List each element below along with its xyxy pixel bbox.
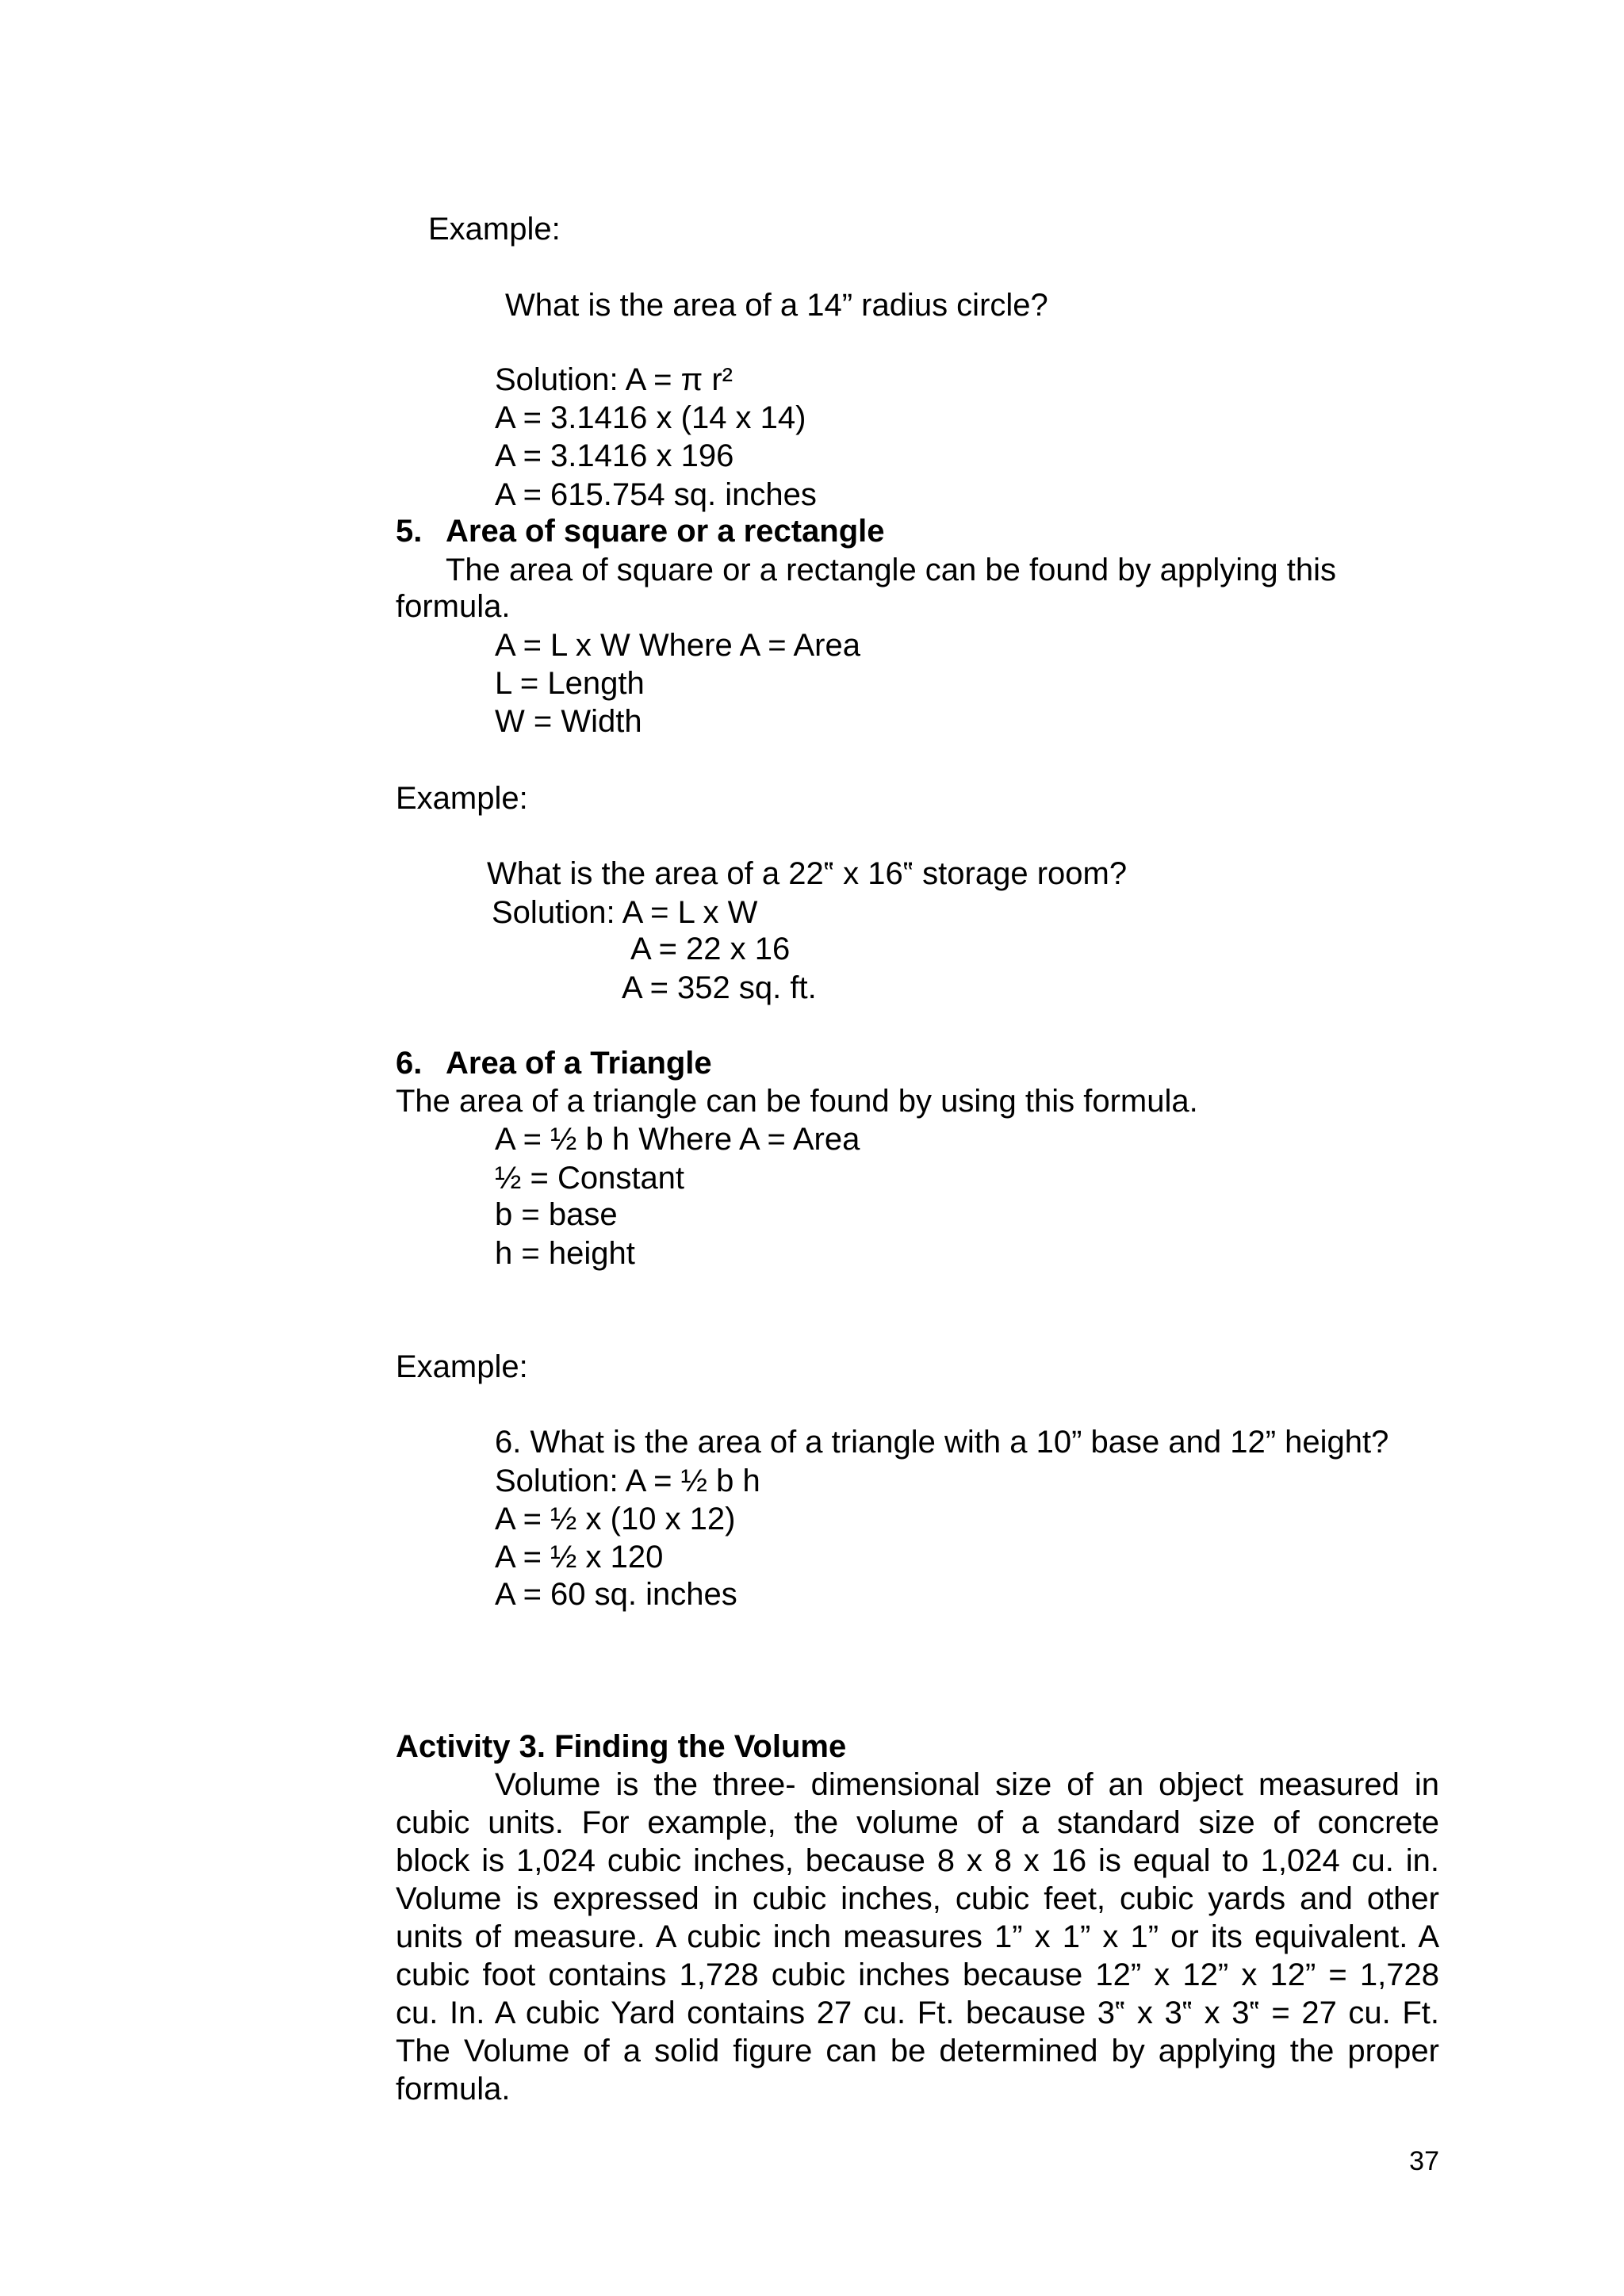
paragraph-line: block is 1,024 cubic inches, because 8 x 8 x 16 is equal to 1,024 cu. in. <box>396 1843 1439 1878</box>
section-number: 6. <box>396 1046 423 1081</box>
example-label: Example: <box>428 212 561 247</box>
example-label: Example: <box>396 781 528 816</box>
solution-line: A = ½ x (10 x 12) <box>495 1502 736 1536</box>
formula-line: b = base <box>495 1197 618 1232</box>
paragraph-line: The Volume of a solid figure can be determined by applying the proper <box>396 2034 1439 2068</box>
solution-line: Solution: A = π r² <box>495 362 733 397</box>
solution-line: A = 60 sq. inches <box>495 1577 737 1612</box>
section-heading: Area of a Triangle <box>446 1046 712 1081</box>
solution-line: A = 22 x 16 <box>630 932 791 966</box>
example-question: What is the area of a 14” radius circle? <box>505 288 1048 323</box>
section-intro-line: The area of square or a rectangle can be found by applying this <box>446 553 1336 587</box>
example-question: What is the area of a 22‟ x 16‟ storage room? <box>487 856 1128 891</box>
solution-line: Solution: A = L x W <box>492 895 758 930</box>
paragraph-line: Volume is the three- dimensional size of an object measured in <box>495 1767 1439 1802</box>
activity-heading: Activity 3. Finding the Volume <box>396 1729 847 1764</box>
section-intro-line: The area of a triangle can be found by using this formula. <box>396 1084 1198 1119</box>
formula-line: W = Width <box>495 704 642 739</box>
paragraph-line: cu. In. A cubic Yard contains 27 cu. Ft. because 3‟ x 3‟ x 3‟ = 27 cu. Ft. <box>396 1996 1439 2030</box>
example-label: Example: <box>396 1349 528 1384</box>
solution-line: A = 352 sq. ft. <box>622 970 817 1005</box>
section-intro-line: formula. <box>396 589 511 624</box>
section-heading: Area of square or a rectangle <box>446 514 885 549</box>
solution-line: A = ½ x 120 <box>495 1540 664 1575</box>
page-number: 37 <box>1409 2146 1439 2176</box>
formula-line: L = Length <box>495 666 645 701</box>
solution-line: Solution: A = ½ b h <box>495 1464 760 1498</box>
formula-line: A = ½ b h Where A = Area <box>495 1122 860 1157</box>
section-number: 5. <box>396 514 423 549</box>
formula-line: h = height <box>495 1236 635 1271</box>
paragraph-line: Volume is expressed in cubic inches, cubic feet, cubic yards and other <box>396 1881 1439 1916</box>
formula-line: A = L x W Where A = Area <box>495 628 860 663</box>
paragraph-line: units of measure. A cubic inch measures 1” x 1” x 1” or its equivalent. A <box>396 1919 1439 1954</box>
paragraph-line: cubic foot contains 1,728 cubic inches because 12” x 12” x 12” = 1,728 <box>396 1957 1439 1992</box>
example-question: 6. What is the area of a triangle with a 10” base and 12” height? <box>495 1425 1389 1460</box>
solution-line: A = 3.1416 x 196 <box>495 438 734 473</box>
formula-line: ½ = Constant <box>495 1161 685 1196</box>
solution-line: A = 3.1416 x (14 x 14) <box>495 400 806 435</box>
solution-line: A = 615.754 sq. inches <box>495 477 817 512</box>
paragraph-line: cubic units. For example, the volume of a standard size of concrete <box>396 1805 1439 1840</box>
paragraph-line: formula. <box>396 2072 511 2107</box>
